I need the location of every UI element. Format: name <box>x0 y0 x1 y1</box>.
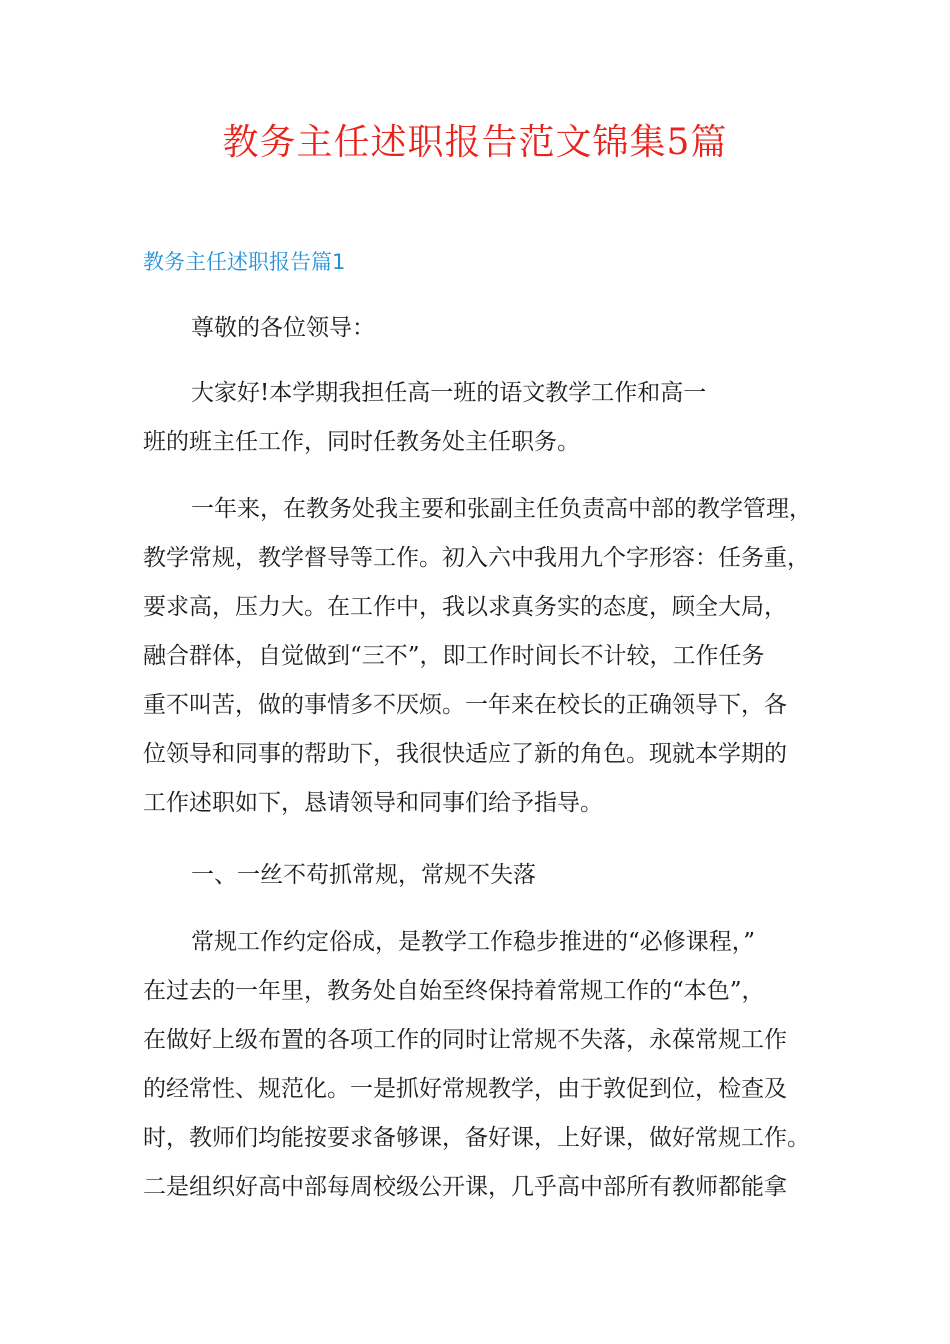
document-title: 教务主任述职报告范文锦集5篇 <box>222 122 728 163</box>
salutation-paragraph <box>143 304 843 353</box>
paragraph-line: 尊敬的各位领导： <box>191 315 375 341</box>
paragraph-line: 的经常性、规范化。一是抓好常规教学，由于敦促到位，检查及 <box>143 1076 787 1102</box>
section-heading: 教务主任述职报告篇1 <box>143 250 346 274</box>
paragraph-line: 常规工作约定俗成，是教学工作稳步推进的“必修课程，” <box>191 929 756 955</box>
paragraph-line: 融合群体，自觉做到“三不”，即工作时间长不计较，工作任务 <box>143 643 765 669</box>
paragraph-line: 教学常规，教学督导等工作。初入六中我用九个字形容：任务重， <box>143 545 810 571</box>
paragraph-line: 时，教师们均能按要求备够课，备好课，上好课，做好常规工作。 <box>143 1125 810 1151</box>
paragraph-line: 在过去的一年里，教务处自始至终保持着常规工作的“本色”， <box>143 978 765 1004</box>
paragraph-line: 在做好上级布置的各项工作的同时让常规不失落，永葆常规工作 <box>143 1027 787 1053</box>
paragraph-line: 位领导和同事的帮助下，我很快适应了新的角色。现就本学期的 <box>143 741 787 767</box>
intro-paragraph <box>143 369 843 467</box>
paragraph-line: 工作述职如下，恳请领导和同事们给予指导。 <box>143 790 603 816</box>
subsection-heading <box>143 851 843 900</box>
paragraph-line: 一、一丝不苟抓常规，常规不失落 <box>191 862 536 888</box>
paragraph-line: 要求高，压力大。在工作中，我以求真务实的态度，顾全大局， <box>143 594 787 620</box>
paragraph-line: 一年来，在教务处我主要和张副主任负责高中部的教学管理， <box>191 496 812 522</box>
paragraph-line: 二是组织好高中部每周校级公开课，几乎高中部所有教师都能拿 <box>143 1174 787 1200</box>
paragraph-line: 重不叫苦，做的事情多不厌烦。一年来在校长的正确领导下，各 <box>143 692 787 718</box>
overview-paragraph <box>143 485 843 828</box>
paragraph-line: 班的班主任工作，同时任教务处主任职务。 <box>143 429 580 455</box>
paragraph-line: 大家好!本学期我担任高一班的语文教学工作和高一 <box>191 380 707 406</box>
routine-work-paragraph <box>143 918 843 1212</box>
